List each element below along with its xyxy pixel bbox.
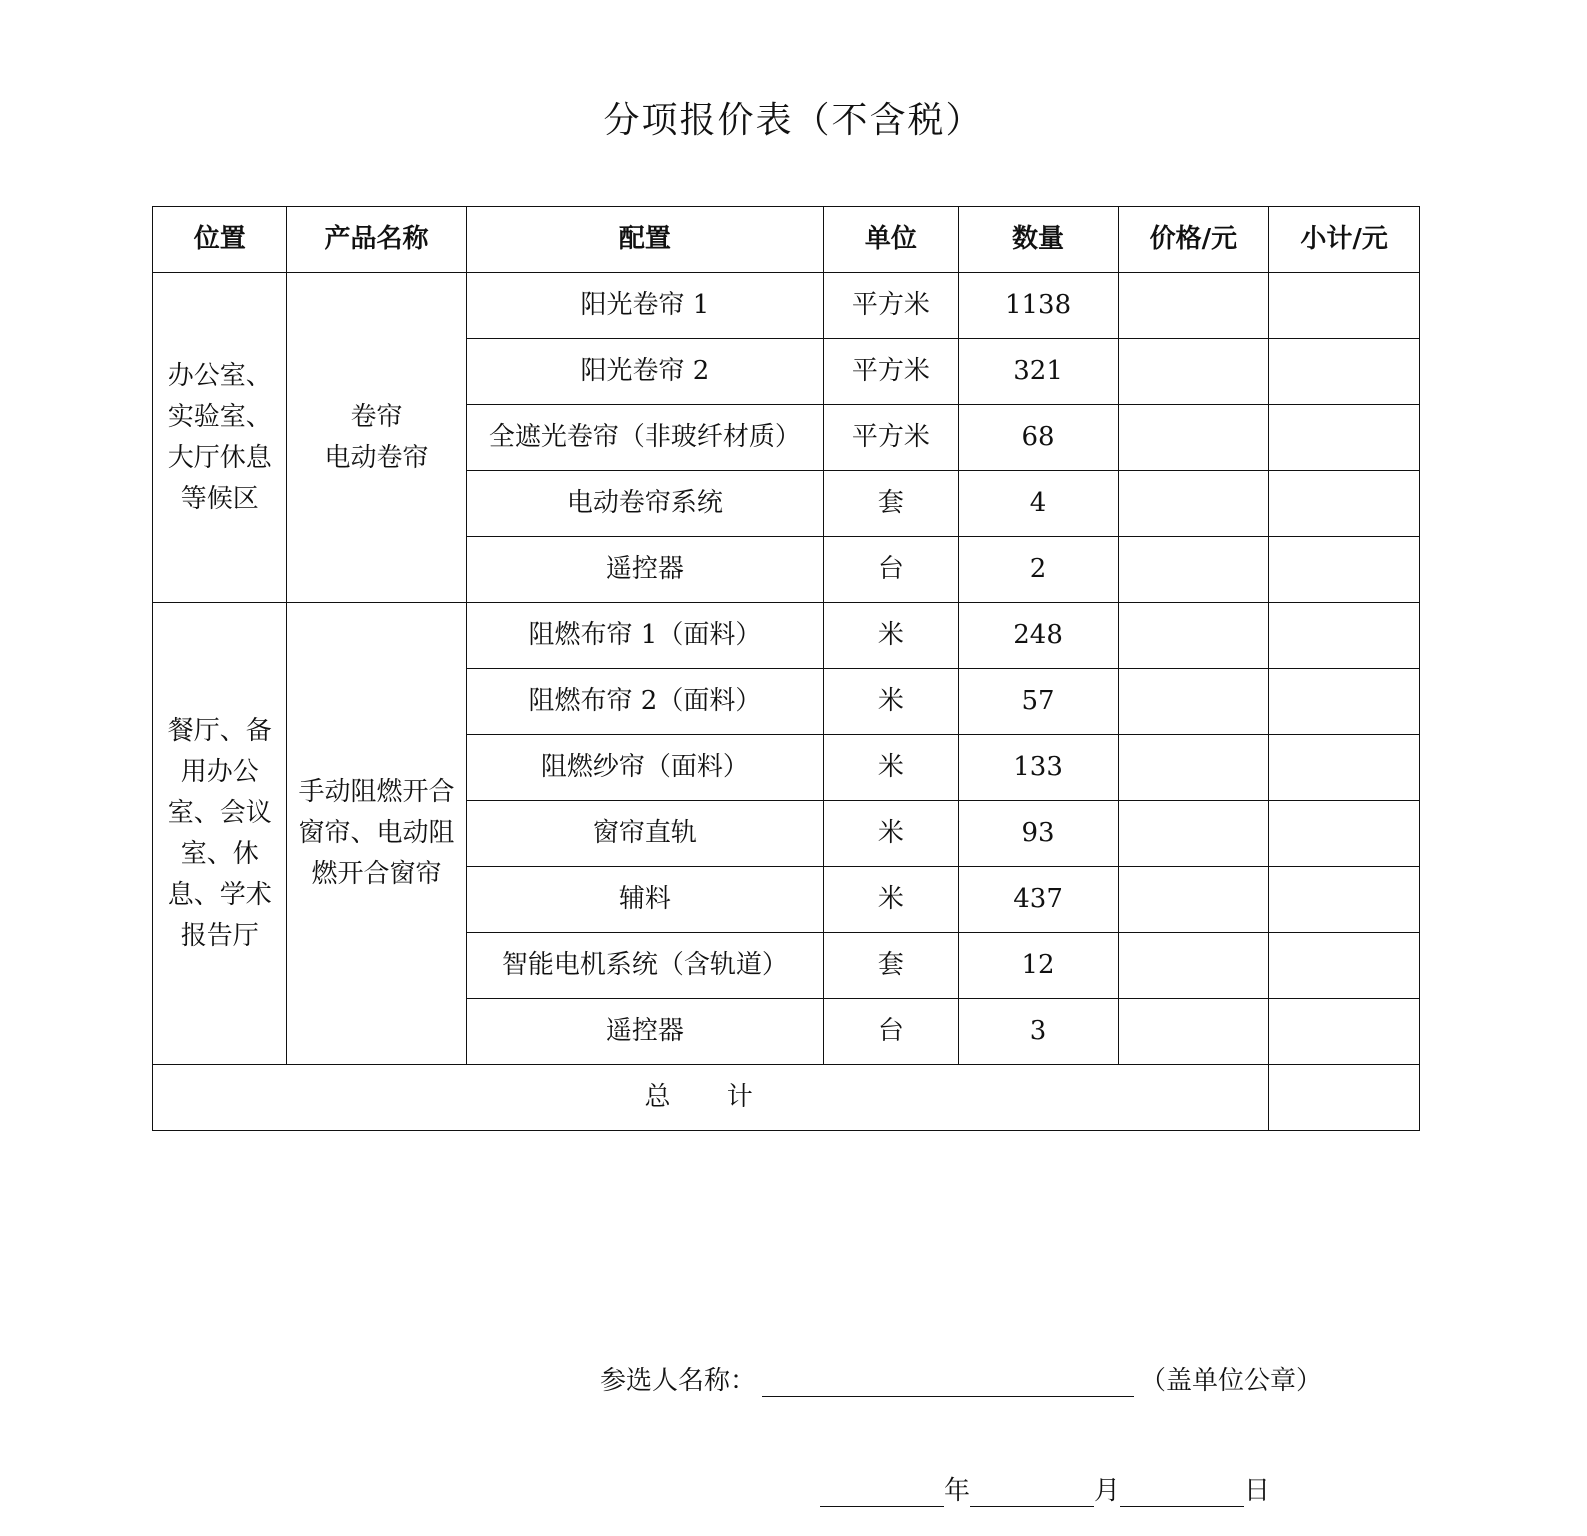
unit-cell: 米: [824, 603, 958, 669]
subtotal-cell[interactable]: [1269, 405, 1420, 471]
group-product-cell: [287, 273, 466, 603]
total-label: 总 计: [153, 1065, 1269, 1131]
subtotal-cell[interactable]: [1269, 735, 1420, 801]
config-cell: 全遮光卷帘（非玻纤材质）: [466, 405, 823, 471]
unit-cell: 台: [824, 999, 958, 1065]
page-title: 分项报价表（不含税）: [603, 100, 984, 141]
signer-label: 参选人名称：: [600, 1366, 757, 1396]
config-cell: 阳光卷帘 2: [466, 339, 823, 405]
quote-table: [152, 206, 1420, 1131]
header-product: 产品名称: [287, 207, 466, 273]
group-product-cell: [287, 603, 466, 1065]
group-location: 办公室、实验室、大厅休息等候区: [167, 360, 272, 514]
header-price: 价格/元: [1118, 207, 1269, 273]
month-label: 月: [1094, 1476, 1121, 1506]
quantity-cell: 2: [958, 537, 1118, 603]
header-row: [153, 207, 1420, 273]
quantity-cell: 133: [958, 735, 1118, 801]
config-cell: 遥控器: [466, 999, 823, 1065]
day-label: 日: [1244, 1476, 1271, 1506]
unit-cell: 平方米: [824, 339, 958, 405]
group-location-cell: [153, 273, 287, 603]
header-subtotal: 小计/元: [1269, 207, 1420, 273]
day-blank[interactable]: [1120, 1474, 1244, 1507]
subtotal-cell[interactable]: [1269, 933, 1420, 999]
table-row: [153, 603, 1420, 669]
unit-cell: 套: [824, 933, 958, 999]
group-location-cell: [153, 603, 287, 1065]
year-blank[interactable]: [820, 1474, 944, 1507]
config-cell: 智能电机系统（含轨道）: [466, 933, 823, 999]
config-cell: 阳光卷帘 1: [466, 273, 823, 339]
config-cell: 遥控器: [466, 537, 823, 603]
unit-cell: 套: [824, 471, 958, 537]
unit-cell: 台: [824, 537, 958, 603]
total-value-cell[interactable]: [1269, 1065, 1420, 1131]
quantity-cell: 3: [958, 999, 1118, 1065]
total-row: [153, 1065, 1420, 1131]
config-cell: 阻燃布帘 2（面料）: [466, 669, 823, 735]
header-unit: 单位: [824, 207, 958, 273]
date-line: [820, 1470, 1270, 1507]
header-quantity: 数量: [958, 207, 1118, 273]
group-product: 卷帘 电动卷帘: [324, 401, 429, 473]
quantity-cell: 12: [958, 933, 1118, 999]
subtotal-cell[interactable]: [1269, 273, 1420, 339]
price-cell[interactable]: [1118, 867, 1269, 933]
unit-cell: 米: [824, 735, 958, 801]
header-config: 配置: [466, 207, 823, 273]
subtotal-cell[interactable]: [1269, 669, 1420, 735]
price-cell[interactable]: [1118, 999, 1269, 1065]
price-cell[interactable]: [1118, 933, 1269, 999]
header-location: 位置: [153, 207, 287, 273]
unit-cell: 平方米: [824, 405, 958, 471]
price-cell[interactable]: [1118, 735, 1269, 801]
signer-name-blank[interactable]: [762, 1364, 1134, 1397]
quantity-cell: 57: [958, 669, 1118, 735]
subtotal-cell[interactable]: [1269, 867, 1420, 933]
price-cell[interactable]: [1118, 273, 1269, 339]
unit-cell: 米: [824, 801, 958, 867]
price-cell[interactable]: [1118, 339, 1269, 405]
year-label: 年: [944, 1476, 971, 1506]
quantity-cell: 321: [958, 339, 1118, 405]
quantity-cell: 68: [958, 405, 1118, 471]
group-product: 手动阻燃开合窗帘、电动阻燃开合窗帘: [298, 777, 455, 889]
config-cell: 窗帘直轨: [466, 801, 823, 867]
seal-note: （盖单位公章）: [1140, 1366, 1323, 1396]
price-cell[interactable]: [1118, 801, 1269, 867]
quantity-cell: 93: [958, 801, 1118, 867]
config-cell: 阻燃布帘 1（面料）: [466, 603, 823, 669]
price-cell[interactable]: [1118, 405, 1269, 471]
unit-cell: 平方米: [824, 273, 958, 339]
quantity-cell: 437: [958, 867, 1118, 933]
quantity-cell: 1138: [958, 273, 1118, 339]
unit-cell: 米: [824, 867, 958, 933]
config-cell: 电动卷帘系统: [466, 471, 823, 537]
quantity-cell: 248: [958, 603, 1118, 669]
subtotal-cell[interactable]: [1269, 801, 1420, 867]
price-cell[interactable]: [1118, 471, 1269, 537]
config-cell: 辅料: [466, 867, 823, 933]
subtotal-cell[interactable]: [1269, 537, 1420, 603]
unit-cell: 米: [824, 669, 958, 735]
subtotal-cell[interactable]: [1269, 339, 1420, 405]
subtotal-cell[interactable]: [1269, 471, 1420, 537]
subtotal-cell[interactable]: [1269, 603, 1420, 669]
subtotal-cell[interactable]: [1269, 999, 1420, 1065]
price-cell[interactable]: [1118, 537, 1269, 603]
group-location: 餐厅、备用办公室、会议室、休息、学术报告厅: [167, 715, 272, 951]
quantity-cell: 4: [958, 471, 1118, 537]
config-cell: 阻燃纱帘（面料）: [466, 735, 823, 801]
price-cell[interactable]: [1118, 603, 1269, 669]
table-row: [153, 273, 1420, 339]
price-cell[interactable]: [1118, 669, 1269, 735]
month-blank[interactable]: [970, 1474, 1094, 1507]
signer-line: [600, 1360, 1322, 1397]
